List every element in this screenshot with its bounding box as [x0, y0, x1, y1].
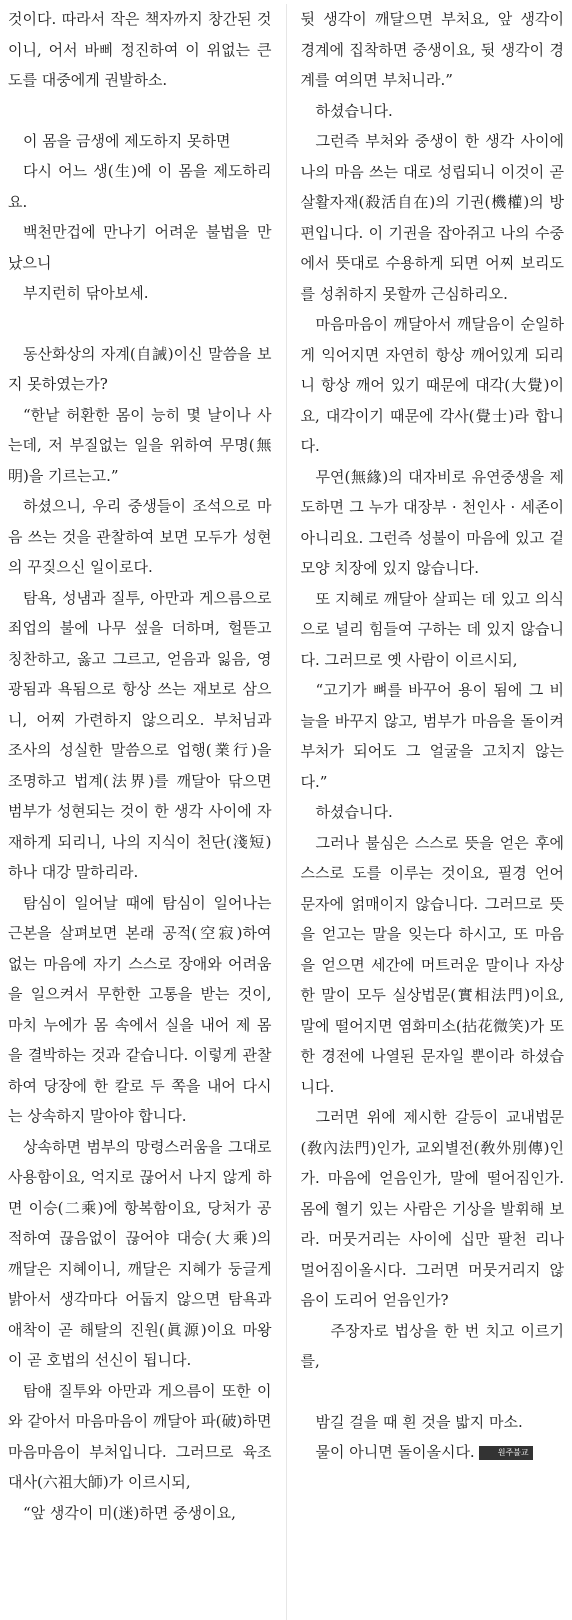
paragraph-text: 하셨습니다. [315, 803, 393, 821]
paragraph-text: 부지런히 닦아보세. [23, 284, 149, 302]
paragraph [8, 1376, 272, 1498]
paragraph [8, 217, 272, 278]
paragraph-text: 하셨으니, 우리 중생들이 조석으로 마음 쓰는 것을 관찰하여 보면 모두가 성현의 꾸짖으신 일이로다. [8, 497, 272, 576]
paragraph [301, 1102, 565, 1316]
paragraph-text: 그러나 불심은 스스로 뜻을 얻은 후에 스스로 도를 이루는 것이요, 필경 언어 문자에 얽매이지 않습니다. 그러므로 뜻을 얻고는 말을 잊는다 하시고, 또 마음을 얻으면 세간에 머트러운 말이나 자상한 말이 모두 실상법문(實相法門)이요, 말에 떨어지면 염화미소(拈花微笑)가 또한 경전에 나열된 문자일 뿐이라 하셨습니다. [300, 833, 564, 1096]
paragraph-text: 다시 어느 생(生)에 이 몸을 제도하리요. [8, 162, 272, 211]
paragraph [8, 339, 272, 400]
paragraph [8, 1132, 272, 1376]
paragraph [301, 828, 565, 1103]
paragraph-text: “앞 생각이 미(迷)하면 중생이요, [23, 1503, 236, 1522]
paragraph [301, 584, 565, 676]
paragraph-text: 그러면 위에 제시한 갈등이 교내법문(敎內法門)인가, 교외별전(敎外別傳)인가. 마음에 얻음인가, 말에 떨어짐인가. 몸에 혈기 있는 사람은 기상을 발휘해 보라. 머뭇거리는 사이에 십만 팔천 리나 멀어짐이올시다. 그러면 머뭇거리지 않음이 도리어 얻음인가? [300, 1108, 564, 1309]
paragraph-text: 또 지혜로 깨달아 살피는 데 있고 의식으로 널리 힘들여 구하는 데 있지 않습니다. 그러므로 옛 사람이 이르시되, [300, 589, 564, 669]
paragraph [8, 491, 272, 583]
publisher-stamp: 원주불교 [479, 1446, 533, 1460]
paragraph-text: 그런즉 부처와 중생이 한 생각 사이에 나의 마음 쓰는 대로 성립되니 이것이 곧 살활자재(殺活自在)의 기권(機權)의 방편입니다. 이 기권을 잡아쥐고 나의 수중에서 뜻대로 수용하게 되면 어찌 보리도를 성취하지 못할까 근심하리오. [300, 132, 564, 303]
paragraph-text: 탐욕, 성냄과 질투, 아만과 게으름으로 죄업의 불에 나무 섶을 더하며, 헐뜯고 칭찬하고, 옳고 그르고, 얻음과 잃음, 영광됨과 욕됨으로 항상 쓰는 재보로 삼으니, 어찌 가련하지 않으리오. 부처님과 조사의 성실한 말씀으로 업행(業行)을 조명하고 법계(法界)를 깨달아 닦으면 범부가 성현되는 것이 한 생각 사이에 자재하게 되리니, 나의 지식이 천단(淺短)하나 대강 말하리라. [8, 588, 272, 881]
paragraph [8, 156, 272, 217]
paragraph [8, 126, 272, 157]
paragraph [301, 1437, 565, 1468]
column-divider [286, 4, 287, 1620]
paragraph [301, 96, 565, 127]
paragraph-text: 무연(無緣)의 대자비로 유연중생을 제도하면 그 누가 대장부 · 천인사 · 세존이 아니리요. 그런즉 성불이 마음에 있고 겉모양 치장에 있지 않습니다. [300, 467, 564, 577]
paragraph-text: 주장자로 법상을 한 번 치고 이르기를, [300, 1321, 564, 1370]
paragraph-spacer [8, 309, 272, 339]
left-column [8, 4, 272, 1620]
paragraph [301, 309, 565, 462]
paragraph-text: 탐심이 일어날 때에 탐심이 일어나는 근본을 살펴보면 본래 공적(空寂)하여 없는 마음에 자기 스스로 장애와 어려움을 일으켜서 무한한 고통을 받는 것이, 마치 누에가 몸 속에서 실을 내어 제 몸을 결박하는 것과 같습니다. 이렇게 관찰하여 당장에 한 칼로 두 쪽을 내어 다시는 상속하지 말아야 합니다. [8, 893, 272, 1125]
paragraph-text: 상속하면 범부의 망령스러움을 그대로 사용함이요, 억지로 끊어서 나지 않게 하면 이승(二乘)에 항복함이요, 당처가 공적하여 끊음없이 끊어야 대승(大乘)의 깨달은 지혜이니, 깨달은 지혜가 둥글게 밝아서 생각마다 어둡지 않으면 탐욕과 애착이 곧 해탈의 진원(眞源)이요 마왕이 곧 호법의 선신이 됩니다. [8, 1137, 272, 1369]
paragraph [8, 278, 272, 309]
paragraph-spacer [8, 96, 272, 126]
paragraph [301, 126, 565, 309]
paragraph-text: 백천만겁에 만나기 어려운 불법을 만났으니 [8, 223, 272, 272]
paragraph-text: 하셨습니다. [315, 101, 393, 120]
paragraph-text: 탐애 질투와 아만과 게으름이 또한 이와 같아서 마음마음이 깨달아 파(破)하면 마음마음이 부처입니다. 그러므로 육조대사(六祖大師)가 이르시되, [8, 1381, 272, 1491]
right-column [301, 4, 565, 1620]
paragraph [301, 797, 565, 828]
paragraph-text: 물이 아니면 돌이올시다. [315, 1443, 475, 1461]
paragraph-spacer [301, 1377, 565, 1407]
paragraph-text: “한낱 허환한 몸이 능히 몇 날이나 사는데, 저 부질없는 일을 위하여 무명(無明)을 기르는고.” [8, 405, 272, 485]
paragraph-text: 이 몸을 금생에 제도하지 못하면 [23, 131, 231, 150]
paragraph [8, 583, 272, 888]
paragraph [8, 888, 272, 1132]
paragraph [301, 675, 565, 797]
paragraph-text: 동산화상의 자계(自誡)이신 말씀을 보지 못하였는가? [8, 344, 272, 393]
paragraph [301, 4, 565, 96]
paragraph [301, 1407, 565, 1438]
paragraph [301, 462, 565, 584]
paragraph-text: 뒷 생각이 깨달으면 부처요, 앞 생각이 경계에 집착하면 중생이요, 뒷 생각이 경계를 여의면 부처니라.” [300, 10, 564, 89]
paragraph-text: 밤길 걸을 때 흰 것을 밟지 마소. [315, 1412, 523, 1431]
paragraph [8, 1498, 272, 1529]
paragraph-text: 마음마음이 깨달아서 깨달음이 순일하게 익어지면 자연히 항상 깨어있게 되리니 항상 깨어 있기 때문에 대각(大覺)이요, 대각이기 때문에 각사(覺士)라 합니다. [300, 315, 564, 455]
paragraph-text: 것이다. 따라서 작은 책자까지 창간된 것이니, 어서 바삐 정진하여 이 위없는 큰 도를 대중에게 권발하소. [8, 10, 272, 89]
paragraph [301, 1316, 565, 1377]
paragraph [8, 4, 272, 96]
paragraph [8, 400, 272, 492]
paragraph-text: “고기가 뼈를 바꾸어 용이 됨에 그 비늘을 바꾸지 않고, 범부가 마음을 돌이켜 부처가 되어도 그 얼굴을 고치지 않는다.” [300, 681, 564, 791]
